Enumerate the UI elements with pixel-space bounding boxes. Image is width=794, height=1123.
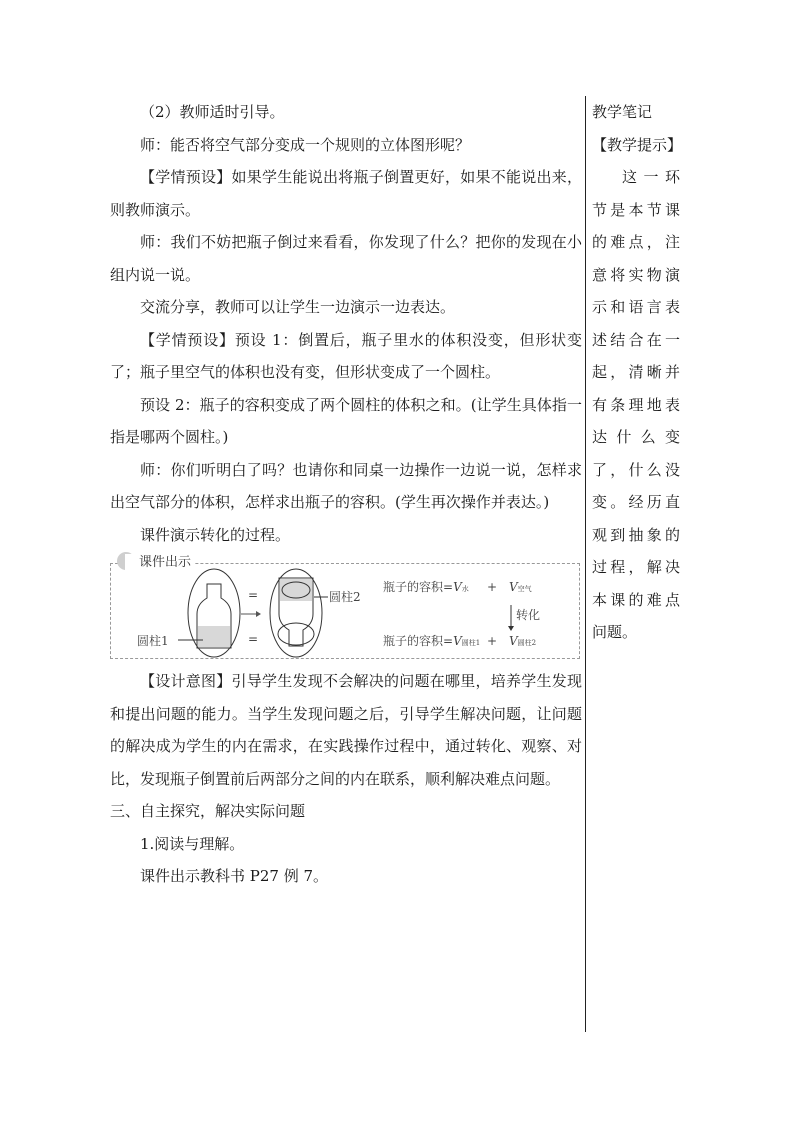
- formula-sub: 水: [461, 585, 469, 593]
- equals-sign: =: [248, 632, 259, 646]
- paragraph: 【设计意图】引导学生发现不会解决的问题在哪里，培养学生发现和提出问题的能力。当学生发现问题之后，引导学生解决问题，让问题的解决成为学生的内在需求，在实践操作过程中，通过转化、观察、对比，发现瓶子倒置前后两部分之间的内在联系，顺利解决难点问题。: [110, 672, 582, 788]
- formula-sub: 圆柱1: [461, 639, 481, 647]
- paragraph: 师：能否将空气部分变成一个规则的立体图形呢？: [140, 135, 471, 154]
- paragraph: 预设 2：瓶子的容积变成了两个圆柱的体积之和。(让学生具体指一指是哪两个圆柱。): [110, 395, 582, 446]
- formula-sub: 空气: [517, 585, 532, 593]
- formula-var: V: [509, 580, 518, 594]
- formula-var: V: [453, 634, 462, 648]
- formula-row1: [383, 580, 469, 596]
- paragraph: 【学情预设】如果学生能说出将瓶子倒置更好，如果不能说出来，则教师演示。: [110, 168, 582, 219]
- transform-label: 转化: [516, 608, 541, 622]
- formula-var2: [509, 580, 532, 596]
- plus-sign: +: [487, 634, 498, 648]
- formula-sub: 圆柱2: [517, 639, 537, 647]
- section-heading: 三、自主探究，解决实际问题: [110, 802, 306, 820]
- paragraph: 课件出示教科书 P27 例 7。: [140, 867, 329, 885]
- formula-row2: [383, 634, 480, 650]
- main-content: [110, 96, 582, 893]
- paragraph: 【学情预设】预设 1：倒置后，瓶子里水的体积没变，但形状变了；瓶子里空气的体积也没有变，但形状变成了一个圆柱。: [110, 330, 582, 381]
- cylinder2-label: 圆柱2: [329, 590, 361, 604]
- paragraph: （2）教师适时引导。: [140, 103, 285, 121]
- formula-text: 瓶子的容积=: [383, 580, 454, 594]
- equals-sign: =: [248, 588, 259, 602]
- column-divider: [585, 96, 586, 1032]
- tip-title: 【教学提示】: [592, 135, 683, 154]
- formula-text: 瓶子的容积=: [383, 634, 454, 648]
- formula-var: V: [509, 634, 518, 648]
- figure-tag: 课件出示: [125, 554, 195, 572]
- paragraph: 交流分享，教师可以让学生一边演示一边表达。: [140, 298, 456, 316]
- formula-var: V: [453, 580, 462, 594]
- formula-var2: [509, 634, 536, 650]
- courseware-figure: [110, 555, 580, 659]
- tip-body: 这一环节是本节课的难点，注意将实物演示和语言表述结合在一起，清晰并有条理地表达什么变了，什么没变。经历直观到抽象的过程，解决本课的难点问题。: [592, 168, 680, 641]
- plus-sign: +: [487, 580, 498, 594]
- paragraph: 课件演示转化的过程。: [140, 525, 291, 544]
- paragraph: 1.阅读与理解。: [140, 834, 245, 853]
- cylinder1-label: 圆柱1: [137, 634, 169, 648]
- side-title: 教学笔记: [592, 103, 653, 121]
- side-notes: [592, 96, 683, 649]
- paragraph: 师：我们不妨把瓶子倒过来看看，你发现了什么？把你的发现在小组内说一说。: [110, 233, 582, 284]
- paragraph: 师：你们听明白了吗？也请你和同桌一边操作一边说一说，怎样求出空气部分的体积，怎样求出瓶子的容积。(学生再次操作并表达。): [110, 460, 582, 511]
